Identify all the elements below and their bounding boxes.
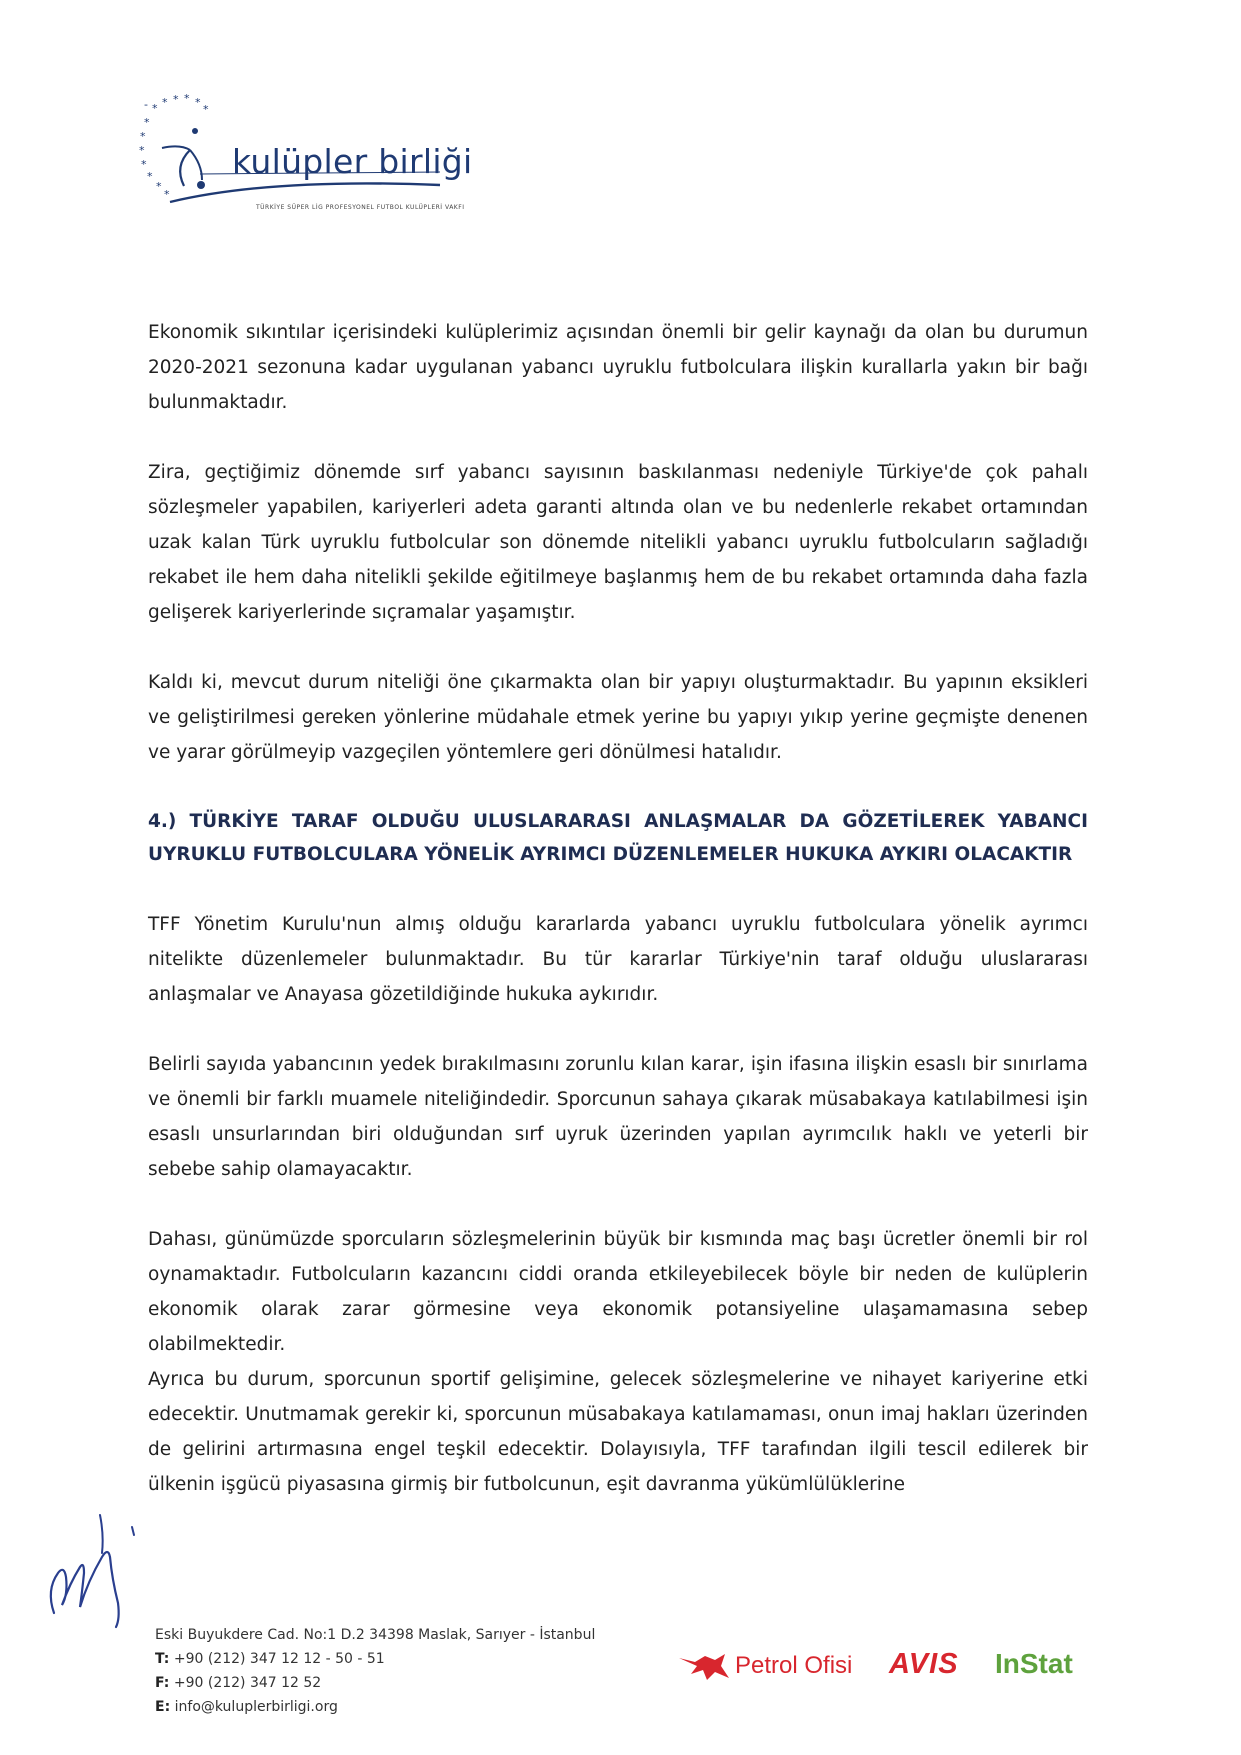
fax-label: F: bbox=[155, 1675, 170, 1691]
sponsor-instat: InStat bbox=[995, 1648, 1073, 1679]
email-label: E: bbox=[155, 1699, 171, 1715]
svg-text:*: * bbox=[184, 92, 190, 105]
sponsor-petrol-ofisi: Petrol Ofisi bbox=[735, 1652, 853, 1679]
phone-number: +90 (212) 347 12 12 - 50 - 51 bbox=[173, 1651, 385, 1667]
footer-fax-line bbox=[155, 1671, 595, 1695]
paragraph-2: Zira, geçtiğimiz dönemde sırf yabancı sayısının baskılanması nedeniyle Türkiye'de çok pahalı sözleşmeler yapabilen, kariyerleri adeta garanti altında olan ve bu nedenlerle rekabet ortamından uzak kalan Türk uyruklu futbolcular son dönemde nitelikli yabancı uyruklu futbolcuların sağladığı rekabet ile hem daha nitelikli şekilde eğitilmeye başlanmış hem de bu rekabet ortamında daha fazla gelişerek kariyerlerinde sıçramalar yaşamıştır. bbox=[148, 462, 1088, 623]
svg-text:*: * bbox=[144, 116, 150, 129]
svg-text:*: * bbox=[162, 96, 168, 109]
svg-text:*: * bbox=[152, 102, 158, 115]
svg-text:-: - bbox=[144, 98, 148, 111]
petrol-ofisi-horse-icon bbox=[675, 1650, 731, 1684]
footer-address: Eski Buyukdere Cad. No:1 D.2 34398 Maslak, Sarıyer - İstanbul bbox=[155, 1627, 596, 1643]
logo-subtitle: TÜRKİYE SÜPER LİG PROFESYONEL FUTBOL KULÜPLERİ VAKFI bbox=[256, 204, 465, 211]
paragraph-1: Ekonomik sıkıntılar içerisindeki kulüplerimiz açısından önemli bir gelir kaynağı da olan bu durumun 2020-2021 sezonuna kadar uygulanan yabancı uyruklu futbolculara ilişkin kurallarla yakın bir bağı bulunmaktadır. bbox=[148, 322, 1088, 413]
fax-number: +90 (212) 347 12 52 bbox=[173, 1675, 322, 1691]
footer-contact bbox=[155, 1623, 595, 1719]
paragraph-5: Belirli sayıda yabancının yedek bırakılmasını zorunlu kılan karar, işin ifasına ilişkin esaslı bir sınırlama ve önemli bir farklı muamele niteliğindedir. Sporcunun sahaya çıkarak müsabakaya katılabilmesi işin esaslı unsurlarından biri olduğundan sırf uyruk üzerinden yapılan ayrımcılık haklı ve yeterli bir sebebe sahip olamayacaktır. bbox=[148, 1054, 1088, 1180]
sponsor-logos bbox=[675, 1648, 1095, 1688]
email-address: info@kuluplerbirligi.org bbox=[174, 1699, 338, 1715]
footer-phone-line bbox=[155, 1647, 595, 1671]
svg-text:*: * bbox=[141, 158, 147, 171]
svg-text:*: * bbox=[147, 170, 153, 183]
phone-label: T: bbox=[155, 1651, 170, 1667]
paragraph-7: Ayrıca bu durum, sporcunun sportif gelişimine, gelecek sözleşmelerine ve nihayet kariyerine etki edecektir. Unutmamak gerekir ki, sporcunun müsabakaya katılamaması, onun imaj hakları üzerinden de gelirini artırmasına engel teşkil edecektir. Dolayısıyla, TFF tarafından ilgili tescil edilerek bir ülkenin işgücü piyasasına girmiş bir futbolcunun, eşit davranma yükümlülüklerine bbox=[148, 1369, 1088, 1495]
svg-text:*: * bbox=[203, 103, 209, 116]
paragraph-6: Dahası, günümüzde sporcuların sözleşmelerinin büyük bir kısmında maç başı ücretler önemli bir rol oynamaktadır. Futbolcuların kazancını ciddi oranda etkileyebilecek böyle bir neden de kulüplerin ekonomik olarak zarar görmesine veya ekonomik potansiyeline ulaşamamasına sebep olabilmektedir. bbox=[148, 1229, 1088, 1355]
sponsor-avis: AVIS bbox=[889, 1648, 959, 1680]
signature bbox=[40, 1495, 150, 1630]
document-body bbox=[148, 315, 1088, 1502]
paragraph-4: TFF Yönetim Kurulu'nun almış olduğu kararlarda yabancı uyruklu futbolculara yönelik ayrımcı nitelikte düzenlemeler bulunmaktadır. Bu tür kararlar Türkiye'nin taraf olduğu uluslararası anlaşmalar ve Anayasa gözetildiğinde hukuka aykırıdır. bbox=[148, 914, 1088, 1005]
logo-title: kulüpler birliği bbox=[232, 142, 473, 181]
paragraph-3: Kaldı ki, mevcut durum niteliği öne çıkarmakta olan bir yapıyı oluşturmaktadır. Bu yapının eksikleri ve geliştirilmesi gereken yönlerine müdahale etmek yerine bu yapıyı yıkıp yerine geçmişte denenen ve yarar görülmeyip vazgeçilen yöntemlere geri dönülmesi hatalıdır. bbox=[148, 672, 1088, 763]
svg-text:*: * bbox=[173, 93, 179, 106]
svg-text:*: * bbox=[156, 180, 162, 193]
svg-text:*: * bbox=[139, 144, 145, 157]
kulupler-birligi-logo bbox=[139, 92, 480, 240]
svg-text:*: * bbox=[140, 130, 146, 143]
section-heading: 4.) TÜRKİYE TARAF OLDUĞU ULUSLARARASI ANLAŞMALAR DA GÖZETİLEREK YABANCI UYRUKLU FUTBOLCULARA YÖNELİK AYRIMCI DÜZENLEMELER HUKUKA AYKIRI OLACAKTIR bbox=[148, 811, 1088, 865]
svg-text:*: * bbox=[195, 96, 201, 109]
footer-email-line bbox=[155, 1695, 595, 1719]
svg-text:*: * bbox=[164, 188, 170, 201]
